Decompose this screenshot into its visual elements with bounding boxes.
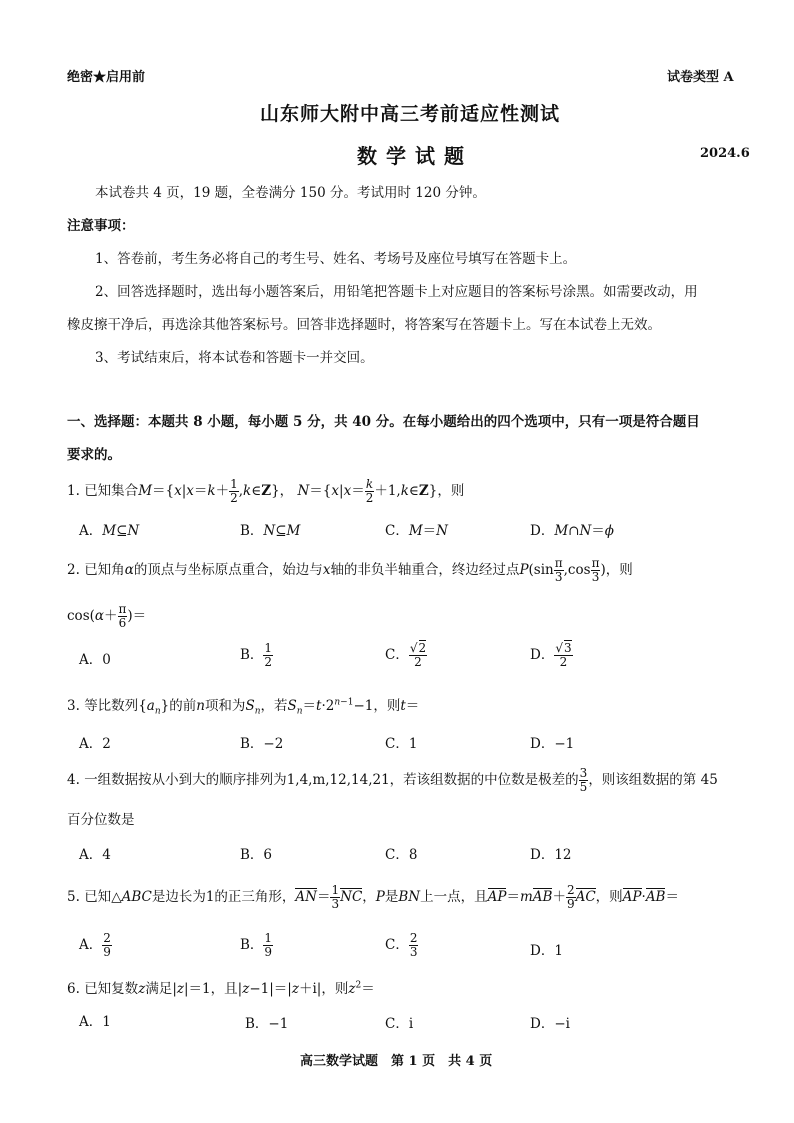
option-c: C． $\frac{√2}{2}$ xyxy=(385,641,427,669)
option-c: C． $\frac{2}{3}$ xyxy=(385,931,418,959)
option-d: D．12 xyxy=(530,847,572,863)
option-b: B．N⊆M xyxy=(240,523,301,539)
option-d: D．−1 xyxy=(530,736,575,752)
option-d: D．−i xyxy=(530,1016,570,1032)
intro-text: 本试卷共 4 页，19 题，全卷满分 150 分。考试用时 120 分钟。 xyxy=(95,185,486,201)
question-number: 6. xyxy=(67,981,80,997)
question-text: ，则 xyxy=(437,483,465,499)
option-b: B．6 xyxy=(240,847,273,863)
option-a: A．M⊆N xyxy=(79,523,140,539)
question-number: 4. xyxy=(67,772,80,788)
option-d: D．1 xyxy=(530,943,563,959)
subject-title: 数学试题 xyxy=(357,144,473,168)
question-number: 1. xyxy=(67,483,80,499)
fraction: $\frac{1}{3}$ xyxy=(331,883,340,911)
note-item: 1、答卷前，考生务必将自己的考生号、姓名、考场号及座位号填写在答题卡上。 xyxy=(95,251,577,267)
question-number: 2. xyxy=(67,562,80,578)
option-a: A． $\frac{2}{9}$ xyxy=(79,931,111,959)
question-4: 4. 一组数据按从小到大的顺序排列为1,4,m,12,14,21，若该组数据的中位数是极差的 $\frac{3}{5}$ ，则该组数据的第 45 xyxy=(67,766,718,794)
option-a: A．2 xyxy=(79,736,111,752)
question-3: 3. 等比数列$\{a_n\}$的前n项和为$S_n$，若$S_n=t\cdot 2^{n-1}-1$，则t＝ xyxy=(67,697,420,717)
fraction: $\frac{\pi}{6}$ xyxy=(118,602,127,630)
note-item: 3、考试结束后，将本试卷和答题卡一并交回。 xyxy=(95,350,374,366)
fraction: $\frac{\pi}{3}$ xyxy=(591,556,600,584)
page-footer: 高三数学试题 第 1 页 共 4 页 xyxy=(300,1054,493,1069)
option-b: B．−2 xyxy=(240,736,284,752)
option-b: B．−1 xyxy=(245,1016,289,1032)
option-d: D．M∩N＝ϕ xyxy=(530,523,614,539)
question-2-expression: cos(α＋ $\frac{\pi}{6}$ )＝ xyxy=(67,602,147,630)
question-5: 5. 已知△ABC是边长为1的正三角形，AN＝ $\frac{1}{3}$ NC，P是BN上一点，且AP＝mAB＋ $\frac{2}{9}$ AC，则AP·AB＝ xyxy=(67,883,679,911)
question-6: 6. 已知复数z满足|z|＝1，且|z−1|＝|z＋i|，则$z^2=$ xyxy=(67,980,375,997)
question-4-cont: 百分位数是 xyxy=(67,812,135,828)
option-c: C．1 xyxy=(385,736,418,752)
fraction: $\frac{1}{2}$ xyxy=(230,477,238,505)
fraction: $\frac{2}{9}$ xyxy=(566,883,575,911)
question-number: 5. xyxy=(67,889,80,905)
question-number: 3. xyxy=(67,698,80,714)
section-heading-cont: 要求的。 xyxy=(67,447,121,463)
section-heading: 一、选择题：本题共 8 小题，每小题 5 分，共 40 分。在每小题给出的四个选项中，只有一项是符合题目 xyxy=(67,414,700,430)
note-item: 橡皮擦干净后，再选涂其他答案标号。回答非选择题时，将答案写在答题卡上。写在本试卷上无效。 xyxy=(67,317,661,333)
option-a: A．4 xyxy=(79,847,111,863)
notes-heading: 注意事项： xyxy=(67,218,135,234)
confidential-mark: 绝密★启用前 xyxy=(67,70,146,85)
option-c: C．i xyxy=(385,1016,414,1032)
paper-type: 试卷类型 A xyxy=(667,70,734,85)
question-1: 1. 已知集合M＝{x|x＝k＋ $\frac{1}{2}$ ,k∈Z}， N＝{x|x＝ $\frac{k}{2}$ ＋1,k∈Z}，则 xyxy=(67,477,465,505)
fraction: $\frac{3}{5}$ xyxy=(579,766,588,794)
question-2: 2. 已知角α的顶点与坐标原点重合，始边与x轴的非负半轴重合，终边经过点P(sin $\frac{\pi}{3}$ ,cos $\frac{\pi}{3}$ )，则 xyxy=(67,556,633,584)
option-a: A．1 xyxy=(79,1014,111,1030)
option-a: A．0 xyxy=(79,652,111,668)
note-item: 2、回答选择题时，选出每小题答案后，用铅笔把答题卡上对应题目的答案标号涂黑。如需要改动，用 xyxy=(95,284,698,300)
fraction: $\frac{\pi}{3}$ xyxy=(554,556,563,584)
school-title: 山东师大附中高三考前适应性测试 xyxy=(260,103,561,125)
option-b: B． $\frac{1}{2}$ xyxy=(240,641,273,669)
option-c: C．8 xyxy=(385,847,418,863)
fraction: $\frac{k}{2}$ xyxy=(365,477,374,505)
option-d: D． $\frac{√3}{2}$ xyxy=(530,641,572,669)
question-text: 已知集合 xyxy=(84,483,139,499)
exam-date: 2024.6 xyxy=(700,146,750,161)
option-c: C．M＝N xyxy=(385,523,448,539)
option-b: B． $\frac{1}{9}$ xyxy=(240,931,273,959)
